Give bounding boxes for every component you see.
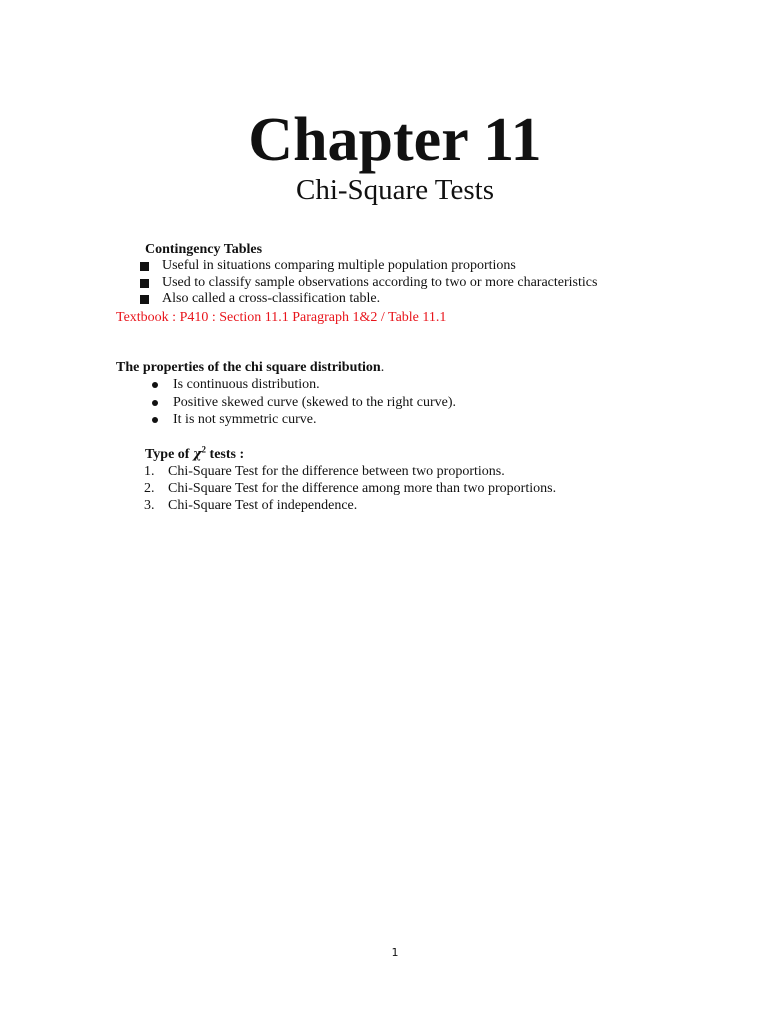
page-number: 1 bbox=[391, 946, 399, 959]
contingency-heading: Contingency Tables bbox=[145, 242, 263, 257]
square-bullet-icon bbox=[140, 262, 149, 271]
properties-heading-period: . bbox=[380, 360, 385, 375]
list-item-text: Chi-Square Test for the difference between two proportions. bbox=[168, 464, 505, 479]
list-item bbox=[150, 376, 456, 394]
list-item-text: Chi-Square Test of independence. bbox=[168, 498, 358, 513]
dot-bullet-icon bbox=[152, 417, 158, 423]
list-item-text: Useful in situations comparing multiple population proportions bbox=[162, 258, 516, 273]
list-item-text: Is continuous distribution. bbox=[173, 377, 320, 392]
chi-symbol: χ bbox=[192, 447, 202, 462]
types-heading bbox=[145, 446, 244, 464]
list-item bbox=[150, 394, 456, 412]
list-item bbox=[144, 480, 556, 497]
list-item-text: Positive skewed curve (skewed to the right curve). bbox=[173, 394, 457, 410]
list-number: 1. bbox=[144, 464, 155, 479]
types-heading-prefix: Type of bbox=[145, 447, 193, 462]
list-item bbox=[140, 275, 597, 292]
list-item bbox=[144, 463, 556, 480]
list-item bbox=[150, 411, 456, 429]
contingency-list bbox=[140, 258, 597, 308]
list-item-text: It is not symmetric curve. bbox=[173, 412, 317, 427]
list-item-text: Chi-Square Test for the difference among more than two proportions. bbox=[168, 481, 557, 496]
types-heading-suffix: tests : bbox=[206, 447, 245, 462]
chapter-subtitle: Chi-Square Tests bbox=[295, 174, 494, 206]
square-bullet-icon bbox=[140, 295, 149, 304]
list-number: 3. bbox=[144, 498, 155, 513]
chapter-title: Chapter 11 bbox=[248, 106, 542, 174]
properties-heading-block bbox=[116, 359, 384, 377]
list-item bbox=[144, 497, 556, 514]
list-item bbox=[140, 291, 597, 308]
properties-list bbox=[150, 376, 456, 429]
list-item-text: Used to classify sample observations according to two or more characteristics bbox=[162, 274, 598, 290]
types-list bbox=[144, 463, 556, 514]
square-bullet-icon bbox=[140, 279, 149, 288]
list-number: 2. bbox=[144, 481, 155, 496]
dot-bullet-icon bbox=[152, 400, 158, 406]
dot-bullet-icon bbox=[152, 382, 158, 388]
textbook-reference: Textbook : P410 : Section 11.1 Paragraph 1&2 / Table 11.1 bbox=[116, 310, 447, 325]
list-item bbox=[140, 258, 597, 275]
chi-exponent: 2 bbox=[201, 444, 207, 455]
list-item-text: Also called a cross-classification table. bbox=[162, 291, 381, 306]
properties-heading: The properties of the chi square distribution bbox=[116, 360, 381, 375]
